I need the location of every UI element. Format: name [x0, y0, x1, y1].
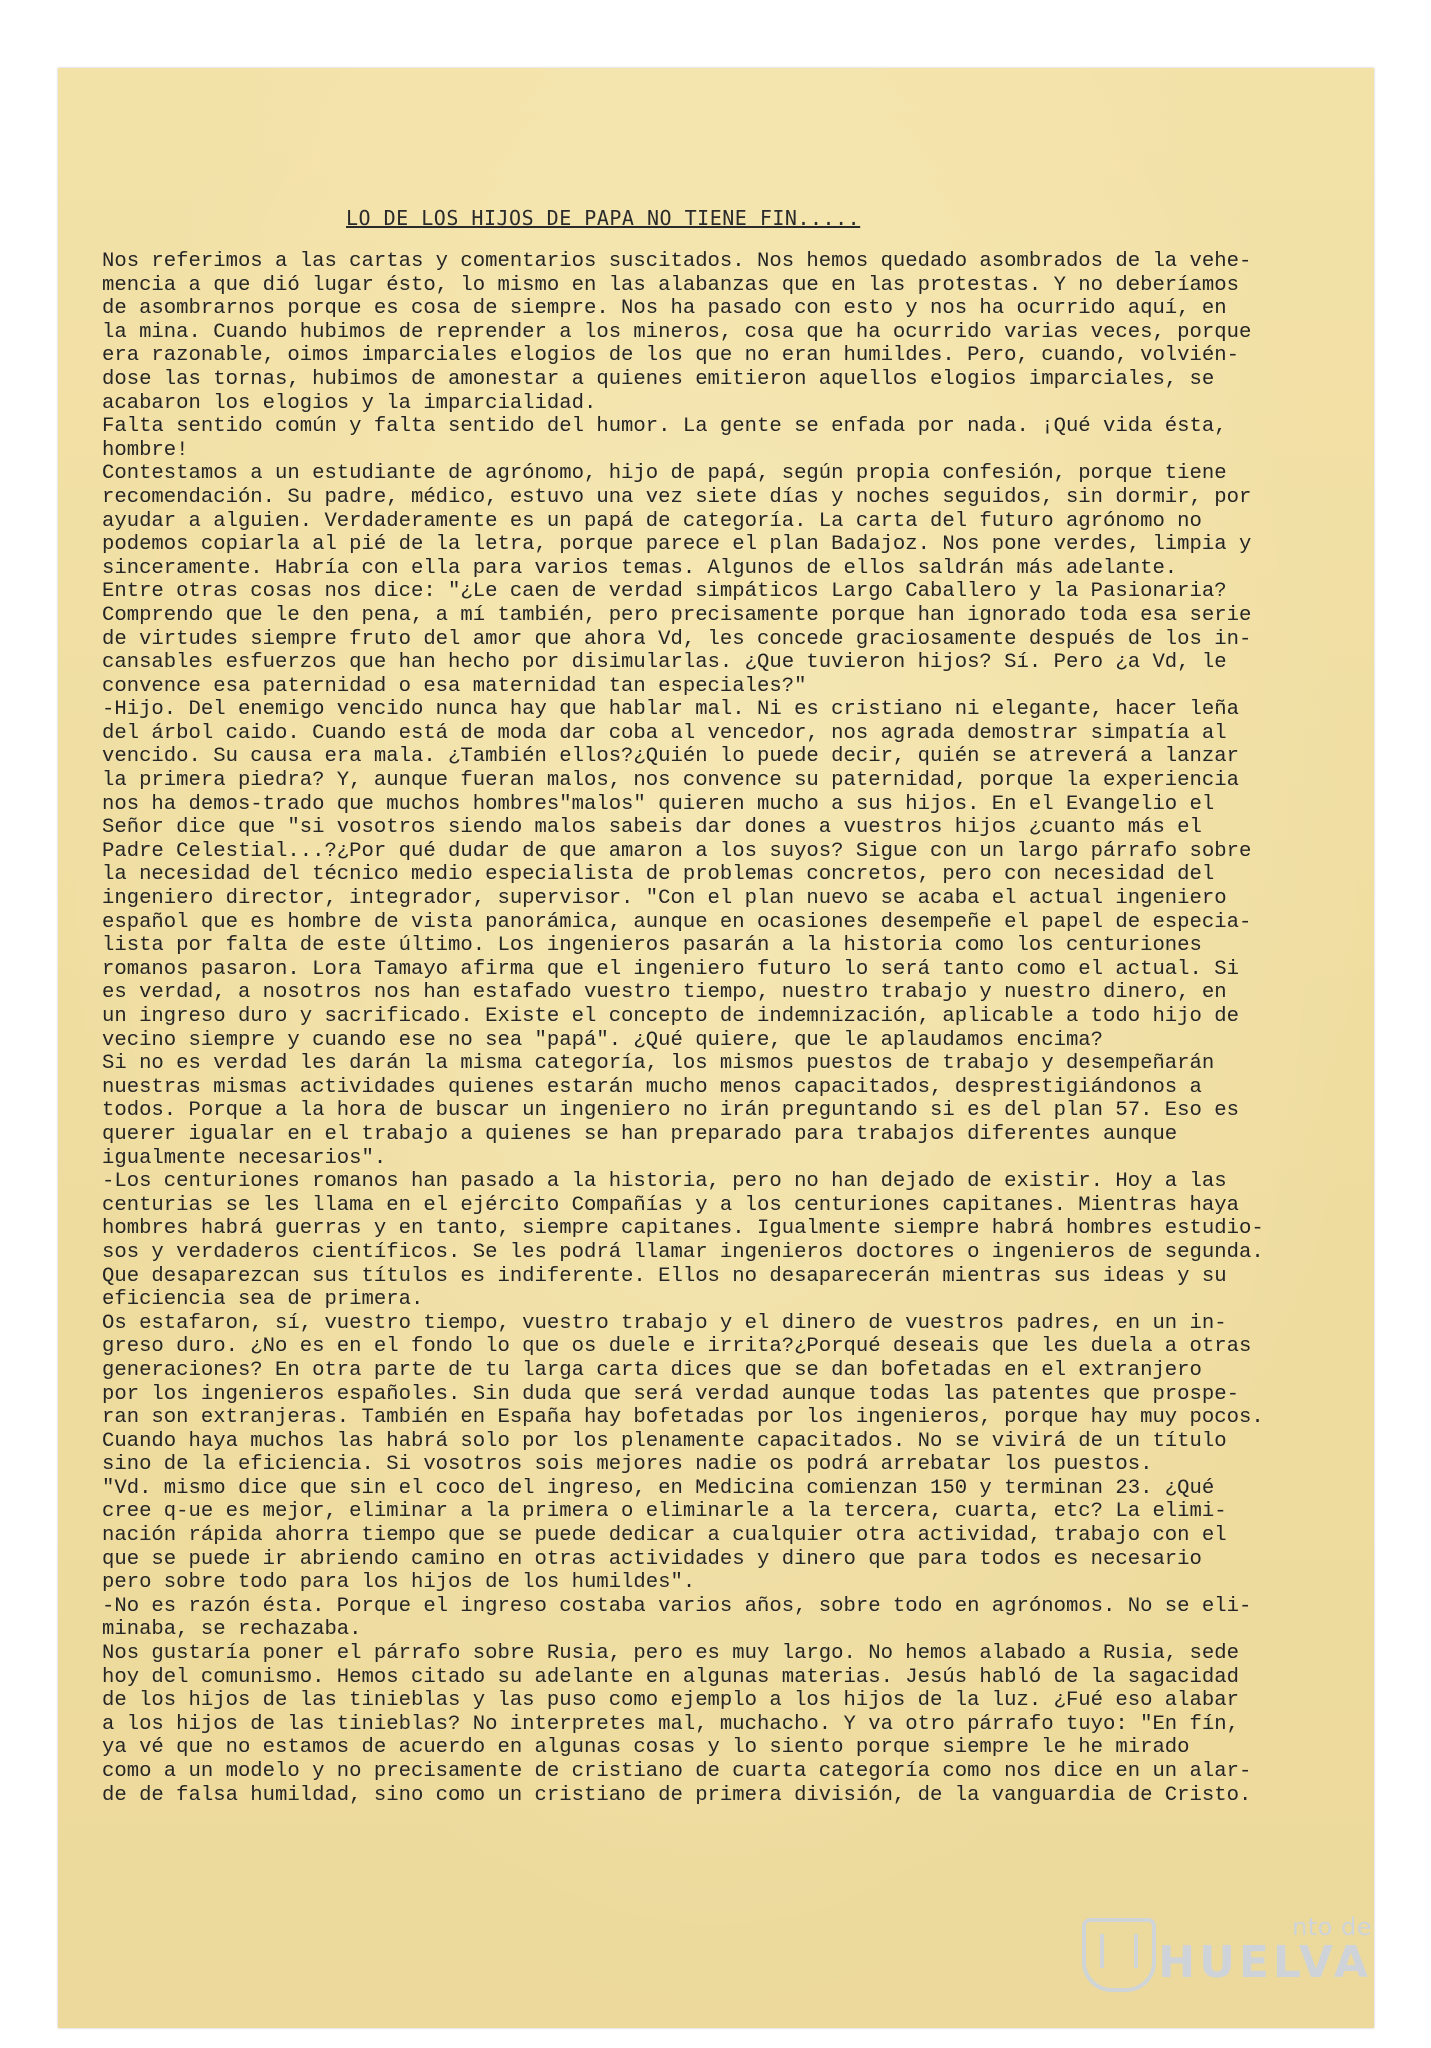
text-line: la mina. Cuando hubimos de reprender a los mineros, cosa que ha ocurrido varias veces, porque: [102, 320, 1252, 344]
text-line: sinceramente. Habría con ella para varios temas. Algunos de ellos saldrán más adelante.: [102, 556, 1178, 580]
text-line: Nos referimos a las cartas y comentarios suscitados. Nos hemos quedado asombrados de la vehe-: [102, 250, 1252, 273]
text-line: centurias se les llama en el ejército Compañías y a los centuriones capitanes. Mientras haya: [102, 1193, 1239, 1217]
text-line: Comprendo que le den pena, a mí también, pero precisamente porque han ignorado toda esa serie: [102, 603, 1252, 627]
watermark-top-text: nto de: [1292, 1913, 1372, 1941]
text-line: Nos gustaría poner el párrafo sobre Rusia, pero es muy largo. No hemos alabado a Rusia, sede: [102, 1642, 1239, 1666]
text-line: generaciones? En otra parte de tu larga carta dices que se dan bofetadas en el extranjero: [102, 1358, 1202, 1382]
document-body: [102, 250, 1352, 1807]
text-line: cansables esfuerzos que han hecho por disimularlas. ¿Que tuvieron hijos? Sí. Pero ¿a Vd, le: [102, 651, 1227, 675]
text-line: la primera piedra? Y, aunque fueran malos, nos convence su paternidad, porque la experiencia: [102, 769, 1239, 793]
text-line: es verdad, a nosotros nos han estafado vuestro tiempo, nuestro trabajo y nuestro dinero, en: [102, 981, 1227, 1005]
text-line: hombres habrá guerras y en tanto, siempre capitanes. Igualmente siempre habrá hombres estudio-: [102, 1217, 1264, 1241]
text-line: dose las tornas, hubimos de amonestar a quienes emitieron aquellos elogios imparciales, se: [102, 367, 1215, 391]
text-line: nuestras mismas actividades quienes estarán mucho menos capacitados, desprestigiándonos a: [102, 1075, 1202, 1099]
text-line: vecino siempre y cuando ese no sea "papá". ¿Qué quiere, que le aplaudamos encima?: [102, 1028, 1104, 1052]
text-line: cree q-ue es mejor, eliminar a la primera o eliminarle a la tercera, cuarta, etc? La elimi-: [102, 1500, 1227, 1524]
text-line: ran son extranjeras. También en España hay bofetadas por los ingenieros, porque hay muy pocos.: [102, 1406, 1264, 1430]
text-line: Cuando haya muchos las habrá solo por los plenamente capacitados. No se vivirá de un título: [102, 1429, 1227, 1453]
text-line: de asombrarnos porque es cosa de siempre. Nos ha pasado con esto y nos ha ocurrido aquí, en: [102, 297, 1227, 321]
text-line: era razonable, oimos imparciales elogios de los que no eran humildes. Pero, cuando, volvién-: [102, 344, 1239, 368]
text-line: del árbol caido. Cuando está de moda dar coba al vencedor, nos agrada demostrar simpatía al: [102, 721, 1227, 745]
text-line: Si no es verdad les darán la misma categoría, los mismos puestos de trabajo y desempeñarán: [102, 1052, 1215, 1076]
text-line: de virtudes siempre fruto del amor que ahora Vd, les concede graciosamente después de los in-: [102, 627, 1252, 651]
text-line: mencia a que dió lugar ésto, lo mismo en las alabanzas que en las protestas. Y no deberíamos: [102, 273, 1239, 297]
text-line: la necesidad del técnico medio especialista de problemas concretos, pero con necesidad del: [102, 863, 1215, 887]
text-line: ingeniero director, integrador, supervisor. "Con el plan nuevo se acaba el actual ingeniero: [102, 887, 1227, 911]
text-line: Señor dice que "si vosotros siendo malos sabeis dar dones a vuestros hijos ¿cuanto más el: [102, 816, 1202, 840]
text-line: un ingreso duro y sacrificado. Existe el concepto de indemnización, aplicable a todo hijo de: [102, 1005, 1239, 1028]
archive-watermark: [1158, 1914, 1372, 1986]
text-line: vencido. Su causa era mala. ¿También ellos?¿Quién lo puede decir, quién se atreverá a lanzar: [102, 745, 1239, 769]
text-line: hombre!: [102, 438, 189, 462]
text-line: minaba, se rechazaba.: [102, 1618, 362, 1642]
text-line: Padre Celestial...?¿Por qué dudar de que amaron a los suyos? Sigue con un largo párrafo sobre: [102, 839, 1252, 863]
text-line: -Los centuriones romanos han pasado a la historia, pero no han dejado de existir. Hoy a las: [102, 1170, 1227, 1194]
text-line: lista por falta de este último. Los ingenieros pasarán a la historia como los centuriones: [102, 934, 1202, 958]
text-line: Entre otras cosas nos dice: "¿Le caen de verdad simpáticos Largo Caballero y la Pasionaria?: [102, 580, 1227, 604]
watermark-main-text: HUELVA: [1158, 1937, 1372, 1988]
text-line: convence esa paternidad o esa maternidad tan especiales?": [102, 674, 807, 698]
text-line: todos. Porque a la hora de buscar un ingeniero no irán preguntando si es del plan 57. Eso es: [102, 1099, 1239, 1123]
text-line: ayudar a alguien. Verdaderamente es un papá de categoría. La carta del futuro agrónomo no: [102, 509, 1202, 533]
text-line: Contestamos a un estudiante de agrónomo, hijo de papá, según propia confesión, porque tiene: [102, 462, 1227, 486]
text-line: por los ingenieros españoles. Sin duda que será verdad aunque todas las patentes que prospe-: [102, 1382, 1239, 1406]
text-line: -No es razón ésta. Porque el ingreso costaba varios años, sobre todo en agrónomos. No se eli-: [102, 1594, 1252, 1618]
text-line: pero sobre todo para los hijos de los humildes".: [102, 1571, 696, 1595]
text-line: igualmente necesarios".: [102, 1146, 387, 1170]
text-line: sos y verdaderos científicos. Se les podrá llamar ingenieros doctores o ingenieros de segunda.: [102, 1240, 1264, 1264]
text-line: nación rápida ahorra tiempo que se puede dedicar a cualquier otra actividad, trabajo con el: [102, 1524, 1227, 1548]
text-line: Os estafaron, sí, vuestro tiempo, vuestro trabajo y el dinero de vuestros padres, en un in-: [102, 1311, 1227, 1335]
text-line: hoy del comunismo. Hemos citado su adelante en algunas materias. Jesús habló de la sagacidad: [102, 1665, 1239, 1689]
text-line: acabaron los elogios y la imparcialidad.: [102, 391, 597, 415]
text-line: de los hijos de las tinieblas y las puso como ejemplo a los hijos de la luz. ¿Fué eso alabar: [102, 1689, 1239, 1713]
document-page: [58, 68, 1374, 2028]
text-line: eficiencia sea de primera.: [102, 1288, 424, 1312]
text-line: Falta sentido común y falta sentido del humor. La gente se enfada por nada. ¡Qué vida ésta,: [102, 415, 1227, 439]
text-line: podemos copiarla al pié de la letra, porque parece el plan Badajoz. Nos pone verdes, limpia y: [102, 533, 1252, 557]
text-line: como a un modelo y no precisamente de cristiano de cuarta categoría como nos dice en un alar-: [102, 1760, 1252, 1783]
archive-seal-icon: [1082, 1918, 1156, 1992]
text-line: nos ha demos-trado que muchos hombres"malos" quieren mucho a sus hijos. En el Evangelio el: [102, 792, 1215, 816]
text-line: Que desaparezcan sus títulos es indiferente. Ellos no desaparecerán mientras sus ideas y su: [102, 1264, 1227, 1288]
text-line: español que es hombre de vista panorámica, aunque en ocasiones desempeñe el papel de especia-: [102, 910, 1252, 934]
text-line: ya vé que no estamos de acuerdo en algunas cosas y lo siento porque siempre le he mirado: [102, 1736, 1190, 1760]
text-line: de de falsa humildad, sino como un cristiano de primera división, de la vanguardia de Cristo.: [102, 1783, 1252, 1807]
text-line: romanos pasaron. Lora Tamayo afirma que el ingeniero futuro lo será tanto como el actual. Si: [102, 957, 1239, 981]
text-line: que se puede ir abriendo camino en otras actividades y dinero que para todos es necesario: [102, 1547, 1202, 1571]
text-line: querer igualar en el trabajo a quienes se han preparado para trabajos diferentes aunque: [102, 1122, 1178, 1146]
text-line: greso duro. ¿No es en el fondo lo que os duele e irrita?¿Porqué deseais que les duela a otras: [102, 1335, 1252, 1359]
text-line: -Hijo. Del enemigo vencido nunca hay que hablar mal. Ni es cristiano ni elegante, hacer leña: [102, 698, 1239, 722]
text-line: sino de la eficiencia. Si vosotros sois mejores nadie os podrá arrebatar los puestos.: [102, 1453, 1153, 1477]
document-title: LO DE LOS HIJOS DE PAPA NO TIENE FIN.....: [346, 206, 861, 230]
text-line: recomendación. Su padre, médico, estuvo una vez siete días y noches seguidos, sin dormir, por: [102, 485, 1252, 509]
text-line: a los hijos de las tinieblas? No interpretes mal, muchacho. Y va otro párrafo tuyo: "En fín,: [102, 1712, 1239, 1736]
text-line: "Vd. mismo dice que sin el coco del ingreso, en Medicina comienzan 150 y terminan 23. ¿Qué: [102, 1476, 1215, 1500]
